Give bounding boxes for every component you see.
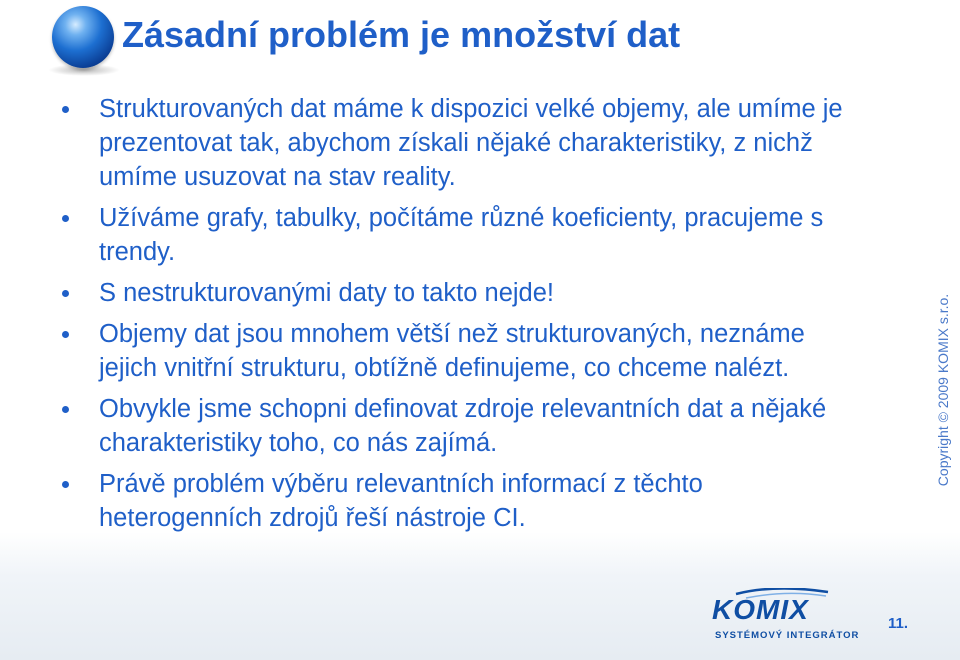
komix-logo (706, 588, 860, 646)
copyright-notice: Copyright © 2009 KOMIX s.r.o. (935, 293, 951, 487)
bullet-dot-icon (62, 106, 69, 113)
bullet-item (62, 317, 862, 385)
bullet-item (62, 392, 862, 460)
bullet-dot-icon (62, 406, 69, 413)
bullet-text: Strukturovaných dat máme k dispozici velké objemy, ale umíme je prezentovat tak, abychom získali nějaké charakteristiky, z nichž umíme usuzovat na stav reality. (99, 95, 843, 191)
blue-sphere-icon (52, 6, 114, 68)
bullet-item (62, 201, 862, 269)
bullet-dot-icon (62, 215, 69, 222)
bullet-item (62, 467, 862, 535)
bullet-dot-icon (62, 290, 69, 297)
bullet-text: S nestrukturovanými daty to takto nejde! (99, 279, 554, 307)
bullet-dot-icon (62, 331, 69, 338)
logo-name: KOMIX (712, 594, 809, 625)
bullet-text: Objemy dat jsou mnohem větší než strukturovaných, neznáme jejich vnitřní strukturu, obtížně definujeme, co chceme nalézt. (99, 320, 805, 382)
bullet-dot-icon (62, 481, 69, 488)
bullet-text: Užíváme grafy, tabulky, počítáme různé koeficienty, pracujeme s trendy. (99, 204, 824, 266)
logo-tagline: SYSTÉMOVÝ INTEGRÁTOR (715, 630, 860, 641)
bullet-item (62, 276, 862, 310)
page-number: 11. (888, 615, 909, 632)
slide-title: Zásadní problém je množství dat (122, 14, 681, 55)
bullet-item (62, 92, 862, 194)
bullet-text: Právě problém výběru relevantních informací z těchto heterogenních zdrojů řeší nástroje CI. (99, 470, 703, 532)
bullet-list (62, 92, 862, 542)
bullet-text: Obvykle jsme schopni definovat zdroje relevantních dat a nějaké charakteristiky toho, co nás zajímá. (99, 395, 827, 457)
